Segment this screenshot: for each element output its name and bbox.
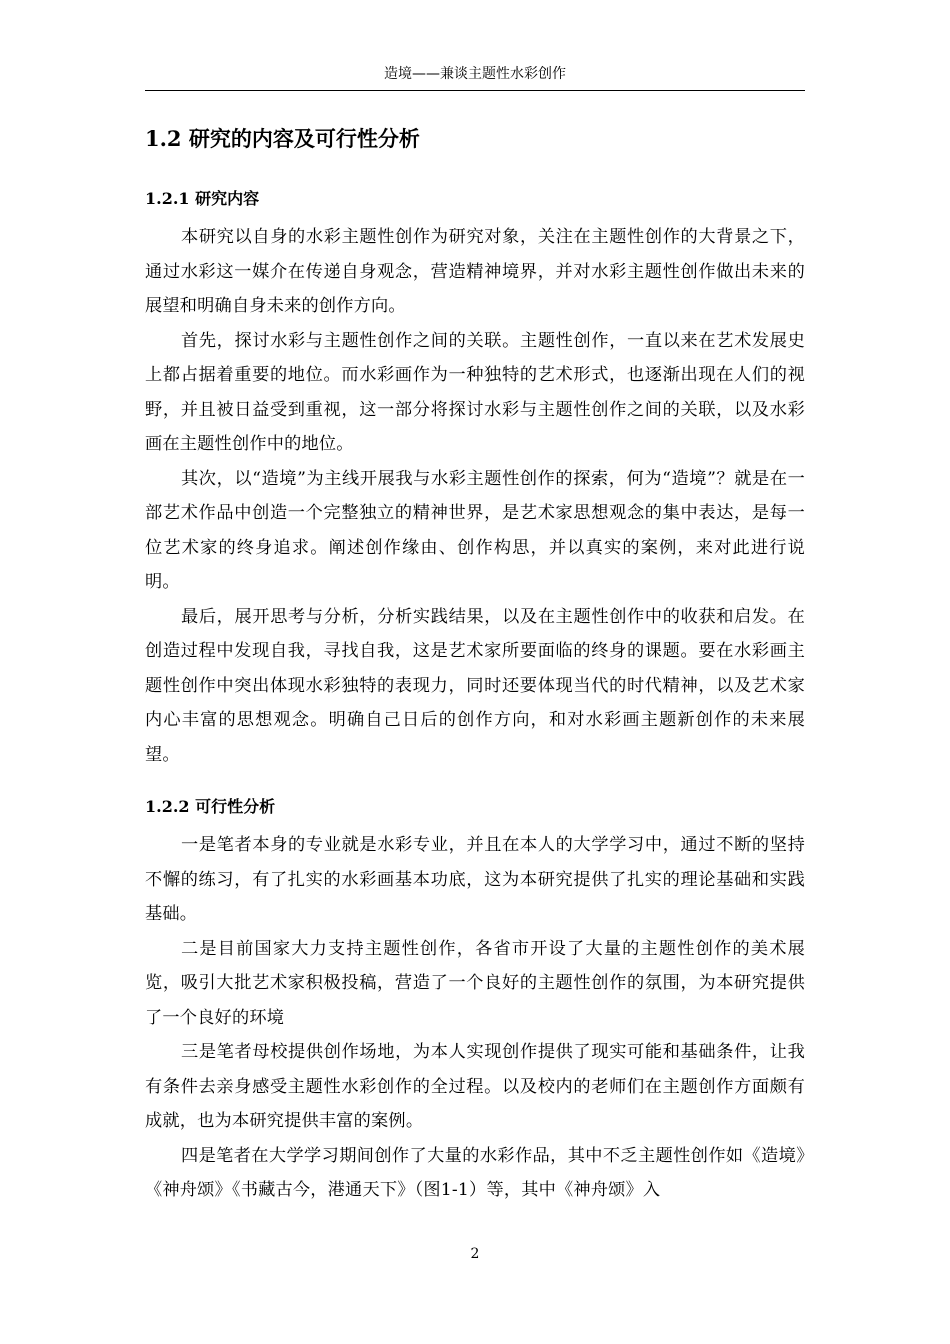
paragraph: 本研究以自身的水彩主题性创作为研究对象，关注在主题性创作的大背景之下，通过水彩这一媒介在传递自身观念，营造精神境界，并对水彩主题性创作做出未来的展望和明确自身未来的创作方向。	[145, 227, 805, 316]
running-header: 造境——兼谈主题性水彩创作	[384, 66, 566, 82]
paragraph: 三是笔者母校提供创作场地，为本人实现创作提供了现实可能和基础条件，让我有条件去亲身感受主题性水彩创作的全过程。以及校内的老师们在主题创作方面颇有成就，也为本研究提供丰富的案例。	[145, 1042, 805, 1131]
subsection-title-research-content: 1.2.1 研究内容	[145, 189, 260, 208]
paragraph: 四是笔者在大学学习期间创作了大量的水彩作品，其中不乏主题性创作如《造境》《神舟颂》《书藏古今，港通天下》（图1-1）等，其中《神舟颂》入	[145, 1145, 805, 1200]
subsection-title-feasibility: 1.2.2 可行性分析	[145, 797, 276, 816]
section-title: 1.2 研究的内容及可行性分析	[145, 126, 420, 151]
paragraph: 二是目前国家大力支持主题性创作，各省市开设了大量的主题性创作的美术展览，吸引大批艺术家积极投稿，营造了一个良好的主题性创作的氛围，为本研究提供了一个良好的环境	[145, 938, 805, 1028]
page-number: 2	[470, 1246, 480, 1262]
page-content	[145, 118, 805, 1208]
header-rule	[145, 90, 805, 91]
paragraph: 首先，探讨水彩与主题性创作之间的关联。主题性创作，一直以来在艺术发展史上都占据着重要的地位。而水彩画作为一种独特的艺术形式，也逐渐出现在人们的视野，并且被日益受到重视，这一部分将探讨水彩与主题性创作之间的关联，以及水彩画在主题性创作中的地位。	[145, 330, 805, 454]
paragraph: 一是笔者本身的专业就是水彩专业，并且在本人的大学学习中，通过不断的坚持不懈的练习，有了扎实的水彩画基本功底，这为本研究提供了扎实的理论基础和实践基础。	[145, 835, 805, 924]
paragraph: 其次，以“造境”为主线开展我与水彩主题性创作的探索，何为“造境”？就是在一部艺术作品中创造一个完整独立的精神世界，是艺术家思想观念的集中表达，是每一位艺术家的终身追求。阐述创作缘由、创作构思，并以真实的案例，来对此进行说明。	[145, 468, 805, 592]
paragraph: 最后，展开思考与分析，分析实践结果，以及在主题性创作中的收获和启发。在创造过程中发现自我，寻找自我，这是艺术家所要面临的终身的课题。要在水彩画主题性创作中突出体现水彩独特的表现力，同时还要体现当代的时代精神，以及艺术家内心丰富的思想观念。明确自己日后的创作方向，和对水彩画主题新创作的未来展望。	[145, 606, 805, 765]
